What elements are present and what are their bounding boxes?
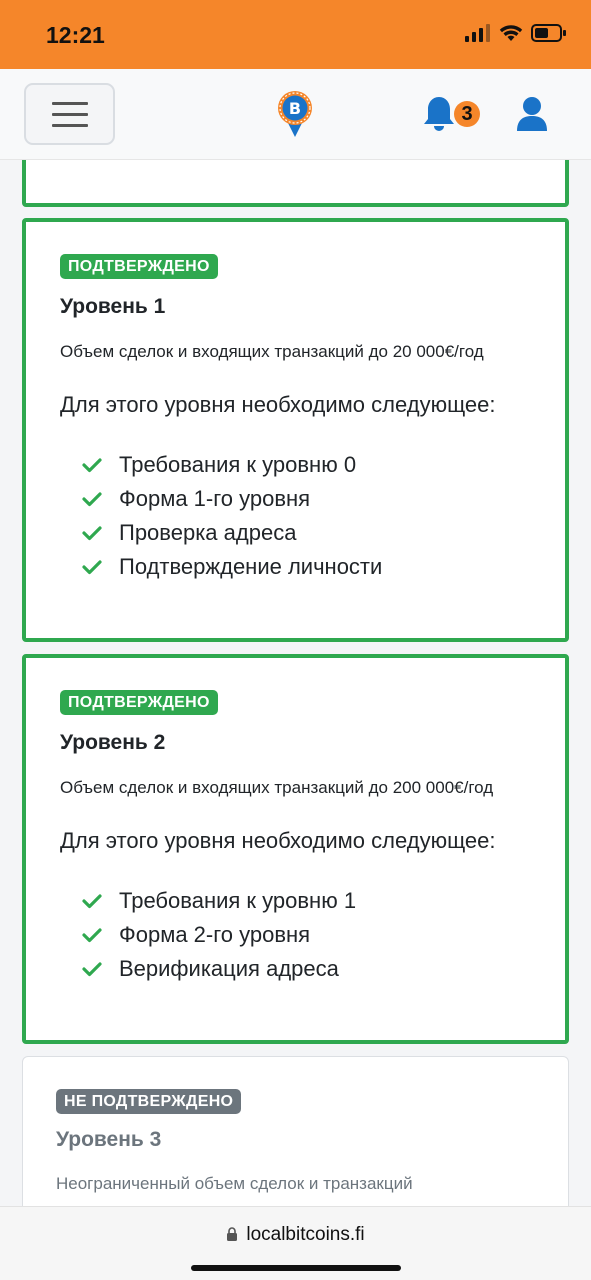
requirement-label: Форма 2-го уровня [119,922,311,947]
verification-levels-list [0,160,591,1206]
notification-count-badge: 3 [454,101,480,127]
list-item [82,884,356,918]
status-time: 12:21 [46,22,105,48]
list-item [82,952,356,986]
hamburger-icon [52,100,88,128]
requirement-label: Требования к уровню 0 [119,452,357,477]
level-limit: Объем сделок и входящих транзакций до 200 000€/год [60,778,494,797]
level-title: Уровень 3 [56,1128,162,1151]
home-indicator[interactable] [191,1265,401,1271]
list-item [82,448,382,482]
browser-url-bar[interactable] [0,1206,591,1280]
check-icon [82,491,102,507]
requirement-label: Требования к уровню 1 [119,888,357,913]
list-item [82,918,356,952]
navbar [0,69,591,160]
level-0-card [22,160,569,207]
check-icon [82,457,102,473]
battery-icon [531,24,567,42]
svg-text:B: B [288,99,302,118]
check-icon [82,893,102,909]
check-icon [82,961,102,977]
level-2-card [22,654,569,1044]
requirement-label: Форма 1-го уровня [119,486,311,511]
requirements-list [82,448,382,584]
status-badge: ПОДТВЕРЖДЕНО [60,254,218,279]
url-display[interactable] [0,1224,591,1246]
requirement-label: Проверка адреса [119,520,297,545]
level-limit: Неограниченный объем сделок и транзакций [56,1174,413,1193]
requirements-list [82,884,356,986]
level-3-card [22,1056,569,1206]
check-icon [82,559,102,575]
status-badge: ПОДТВЕРЖДЕНО [60,690,218,715]
user-account-icon[interactable] [515,96,549,132]
status-icons [465,24,567,42]
notifications-bell-icon[interactable] [422,95,456,131]
requirements-heading: Для этого уровня необходимо следующее: [60,392,496,417]
list-item [82,516,382,550]
wifi-icon [499,24,523,42]
level-limit: Объем сделок и входящих транзакций до 20 000€/год [60,342,484,361]
signal-icon [465,24,491,42]
requirement-label: Подтверждение личности [119,554,383,579]
menu-button[interactable] [24,83,115,145]
level-title: Уровень 1 [60,295,166,318]
status-bar [0,0,591,69]
requirement-label: Верификация адреса [119,956,339,981]
level-title: Уровень 2 [60,731,166,754]
check-icon [82,927,102,943]
list-item [82,550,382,584]
localbitcoins-logo-icon[interactable] [276,89,314,139]
lock-icon [226,1227,238,1242]
status-badge: НЕ ПОДТВЕРЖДЕНО [56,1089,241,1114]
check-icon [82,525,102,541]
list-item [82,482,382,516]
level-1-card [22,218,569,642]
requirements-heading: Для этого уровня необходимо следующее: [60,828,496,853]
url-text: localbitcoins.fi [246,1224,365,1245]
